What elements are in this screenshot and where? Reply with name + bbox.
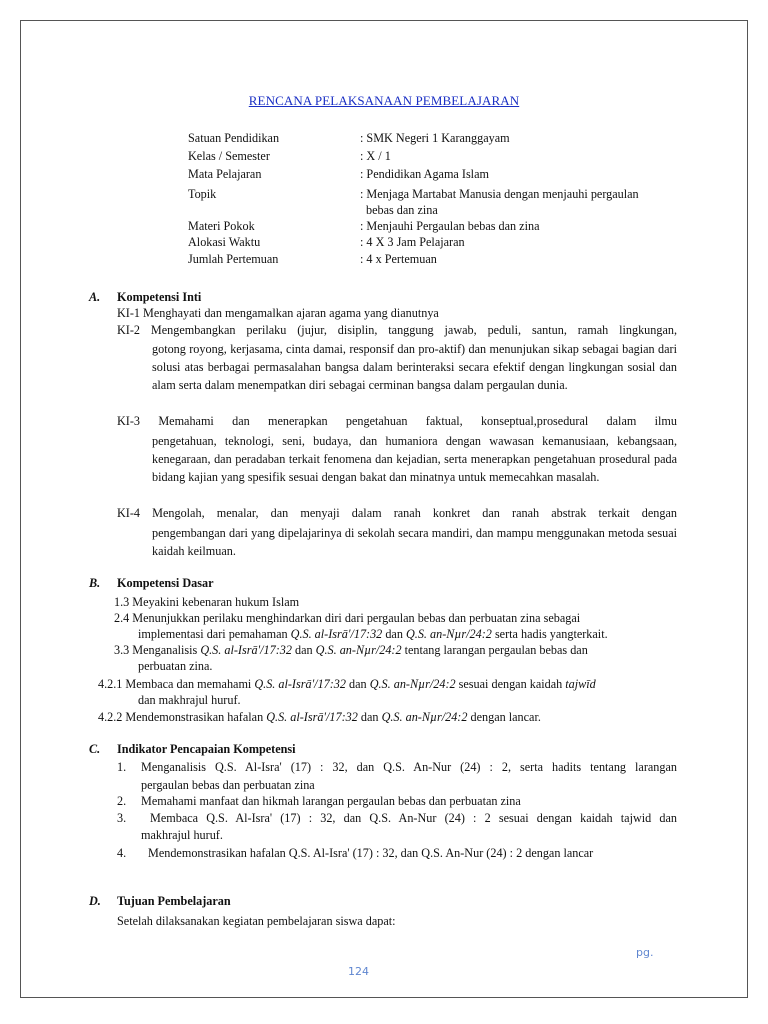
identity-key: Kelas / Semester	[188, 149, 270, 163]
identity-row	[188, 234, 688, 250]
section-letter: D.	[89, 894, 101, 908]
kd-4-2-2: 4.2.2 Mendemonstrasikan hafalan Q.S. al-Isrā'/17:32 dan Q.S. an-Nµr/24:2 dengan lancar.	[98, 710, 541, 724]
section-title: Kompetensi Inti	[117, 290, 202, 304]
ki1-text: KI-1 Menghayati dan mengamalkan ajaran agama yang dianutnya	[117, 306, 439, 320]
indicator-number: 4.	[117, 846, 127, 860]
quran-reference: Q.S. al-Isrā'/17:32	[290, 627, 383, 641]
identity-value: : SMK Negeri 1 Karanggayam	[360, 131, 510, 145]
identity-key: Materi Pokok	[188, 219, 255, 233]
ki3-first-line: KI-3 Memahami dan menerapkan pengetahuan faktual, konseptual,prosedural dalam ilmu	[117, 414, 677, 428]
indicator-4: Mendemonstrasikan hafalan Q.S. Al-Isra' (17) : 32, dan Q.S. An-Nur (24) : 2 dengan lancar	[148, 846, 594, 860]
page-number: 124	[348, 965, 369, 978]
ki2-first-line: KI-2 Mengembangkan perilaku (jujur, disiplin, tanggung jawab, peduli, santun, ramah lingkungan,	[117, 323, 677, 337]
indicator-3-line2: makhrajul huruf.	[141, 828, 223, 842]
quran-reference: Q.S. an-Nµr/24:2	[405, 627, 492, 641]
identity-value: : 4 X 3 Jam Pelajaran	[360, 235, 465, 249]
identity-value: : Menjauhi Pergaulan bebas dan zina	[360, 219, 540, 233]
identity-row	[188, 148, 688, 164]
quran-reference: Q.S. an-Nµr/24:2	[381, 710, 468, 724]
kd-1-3: 1.3 Meyakini kebenaran hukum Islam	[114, 595, 300, 609]
identity-key: Alokasi Waktu	[188, 235, 261, 249]
identity-key: Mata Pelajaran	[188, 167, 262, 181]
indicator-1-line2: pergaulan bebas dan perbuatan zina	[141, 778, 315, 792]
indicator-number: 2.	[117, 794, 127, 808]
identity-key: Satuan Pendidikan	[188, 131, 280, 145]
kd-2-4-line1: 2.4 Menunjukkan perilaku menghindarkan diri dari pergaulan bebas dan perbuatan zina sebagai	[114, 611, 581, 625]
quran-reference: Q.S. al-Isrā'/17:32	[266, 710, 358, 724]
indicator-1-line1: Menganalisis Q.S. Al-Isra' (17) : 32, dan Q.S. An-Nur (24) : 2, serta hadits tentang larangan	[141, 760, 677, 774]
quran-reference: Q.S. al-Isrā'/17:32	[254, 677, 346, 691]
section-letter: B.	[89, 576, 101, 590]
section-title: Indikator Pencapaian Kompetensi	[117, 742, 296, 756]
identity-value-cont: bebas dan zina	[366, 203, 438, 217]
section-heading-a	[89, 289, 201, 305]
section-heading-c	[89, 741, 296, 757]
ki4-first-line: KI-4 Mengolah, menalar, dan menyaji dalam ranah konkret dan ranah abstrak terkait dengan	[117, 506, 677, 520]
identity-row	[188, 186, 688, 220]
ki4-text: pengembangan dari yang dipelajarinya di sekolah secara mandiri, dan mampu menggunakan metoda sesuai kaidah keilmuan.	[152, 526, 677, 559]
identity-value: : Pendidikan Agama Islam	[360, 167, 489, 181]
quran-reference: Q.S. an-Nµr/24:2	[369, 677, 456, 691]
section-title: Tujuan Pembelajaran	[117, 894, 231, 908]
quran-reference: Q.S. an-Nµr/24:2	[315, 643, 402, 657]
kd-3-3-line1: 3.3 Menganalisis Q.S. al-Isrā'/17:32 dan Q.S. an-Nµr/24:2 tentang larangan pergaulan bebas dan	[114, 643, 588, 657]
identity-key: Topik	[188, 187, 217, 201]
section-heading-d	[89, 893, 231, 909]
quran-reference: Q.S. al-Isrā'/17:32	[200, 643, 292, 657]
indicator-number: 1.	[117, 760, 127, 774]
section-letter: C.	[89, 742, 101, 756]
identity-row	[188, 251, 688, 267]
identity-row	[188, 218, 688, 234]
indicator-2: Memahami manfaat dan hikmah larangan pergaulan bebas dan perbuatan zina	[141, 794, 521, 808]
section-heading-b	[89, 575, 213, 591]
identity-row	[188, 130, 688, 146]
document-title: RENCANA PELAKSANAAN PEMBELAJARAN	[248, 93, 520, 108]
kd-4-2-1-line1: 4.2.1 Membaca dan memahami Q.S. al-Isrā'/17:32 dan Q.S. an-Nµr/24:2 sesuai dengan kaidah tajwīd	[98, 677, 596, 691]
ki3-text: pengetahuan, teknologi, seni, budaya, dan humaniora dengan wawasan kemanusiaan, kebangsaan, kenegaraan, dan peradaban terkait fenomena dan kejadian, serta menerapkan pengetahuan prosedural pada bidang kajian yang spesifik sesuai dengan bakat dan minatnya untuk memecahkan masalah.	[152, 434, 677, 485]
identity-value: : 4 x Pertemuan	[360, 252, 437, 266]
indicator-number: 3.	[117, 811, 127, 825]
kd-3-3-line2: perbuatan zina.	[138, 659, 213, 673]
ki2-text: gotong royong, kerjasama, cinta damai, responsif dan pro-aktif) dan menunjukan sikap sebagai bagian dari solusi atas berbagai permasalahan bangsa dalam berinteraksi secara efektif dengan lingkungan sosial dan alam serta dalam menempatkan diri sebagai cerminan bangsa dalam pergaulan dunia.	[152, 342, 677, 393]
section-title: Kompetensi Dasar	[117, 576, 214, 590]
identity-row	[188, 166, 688, 182]
section-d-intro: Setelah dilaksanakan kegiatan pembelajaran siswa dapat:	[117, 914, 396, 928]
identity-value: : Menjaga Martabat Manusia dengan menjauhi pergaulan	[360, 187, 639, 201]
indicator-3-line1: Membaca Q.S. Al-Isra' (17) : 32, dan Q.S. An-Nur (24) : 2 sesuai dengan kaidah tajwid dan	[150, 811, 677, 825]
section-letter: A.	[89, 290, 101, 304]
kd-4-2-1-line2: dan makhrajul huruf.	[138, 693, 241, 707]
identity-key: Jumlah Pertemuan	[188, 252, 279, 266]
kd-2-4-line2: implementasi dari pemahaman Q.S. al-Isrā'/17:32 dan Q.S. an-Nµr/24:2 serta hadis yangterkait.	[138, 627, 608, 641]
identity-value: : X / 1	[360, 149, 391, 163]
page-label: pg.	[636, 946, 654, 959]
